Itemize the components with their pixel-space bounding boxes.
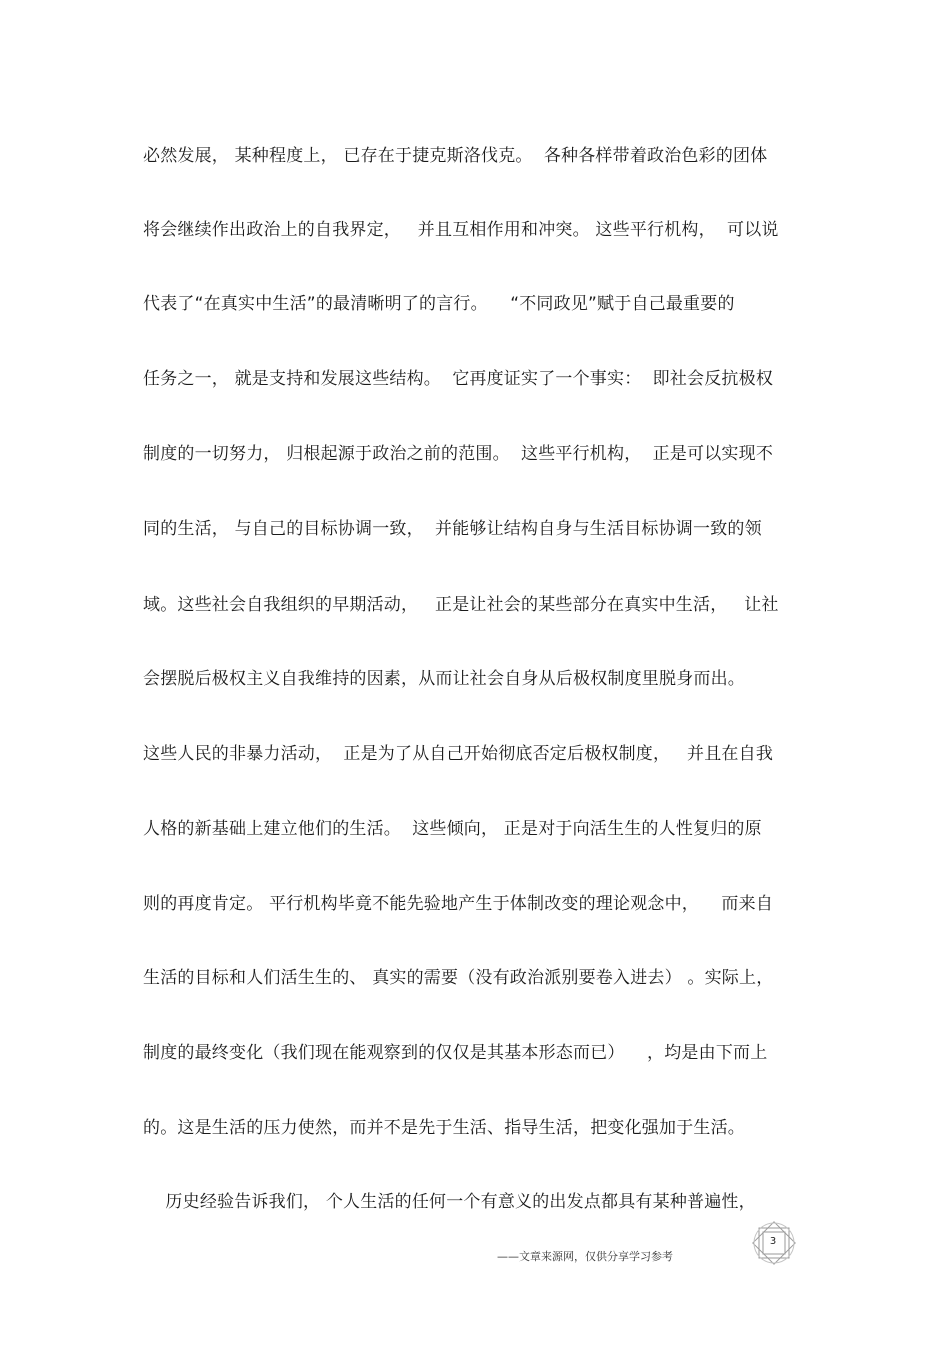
text-line: 历史经验告诉我们， 个人生活的任何一个有意义的出发点都具有某种普遍性， xyxy=(143,1192,756,1212)
page-number: 3 xyxy=(769,1236,777,1247)
text-line: 同的生活， 与自己的目标协调一致， 并能够让结构自身与生活目标协调一致的领 xyxy=(143,519,762,539)
text-line: 会摆脱后极权主义自我维持的因素，从而让社会自身从后极权制度里脱身而出。 xyxy=(143,669,745,689)
text-line: 代表了“在真实中生活”的最清晰明了的言行。 “不同政见”赋于自己最重要的 xyxy=(143,294,735,314)
text-line: 这些人民的非暴力活动， 正是为了从自己开始彻底否定后极权制度， 并且在自我 xyxy=(143,744,774,764)
text-line: 将会继续作出政治上的自我界定， 并且互相作用和冲突。 这些平行机构， 可以说 xyxy=(143,220,779,240)
text-line: 制度的一切努力， 归根起源于政治之前的范围。 这些平行机构， 正是可以实现不 xyxy=(143,444,774,464)
text-line: 人格的新基础上建立他们的生活。 这些倾向， 正是对于向活生生的人性复归的原 xyxy=(143,819,762,839)
text-line: 制度的最终变化（我们现在能观察到的仅仅是其基本形态而已） ，均是由下而上 xyxy=(143,1043,768,1063)
text-line: 必然发展， 某种程度上， 已存在于捷克斯洛伐克。 各种各样带着政治色彩的团体 xyxy=(143,146,768,166)
text-line: 任务之一， 就是支持和发展这些结构。 它再度证实了一个事实： 即社会反抗极权 xyxy=(143,369,774,389)
text-line: 的。这是生活的压力使然，而并不是先于生活、指导生活，把变化强加于生活。 xyxy=(143,1118,745,1138)
text-line: 生活的目标和人们活生生的、 真实的需要（没有政治派别要卷入进去） 。实际上， xyxy=(143,968,774,988)
text-line: 则的再度肯定。 平行机构毕竟不能先验地产生于体制改变的理论观念中， 而来自 xyxy=(143,894,774,914)
text-line: 域。这些社会自我组织的早期活动， 正是让社会的某些部分在真实中生活， 让社 xyxy=(143,595,779,615)
source-note: ——文章来源网，仅供分享学习参考 xyxy=(497,1250,673,1263)
